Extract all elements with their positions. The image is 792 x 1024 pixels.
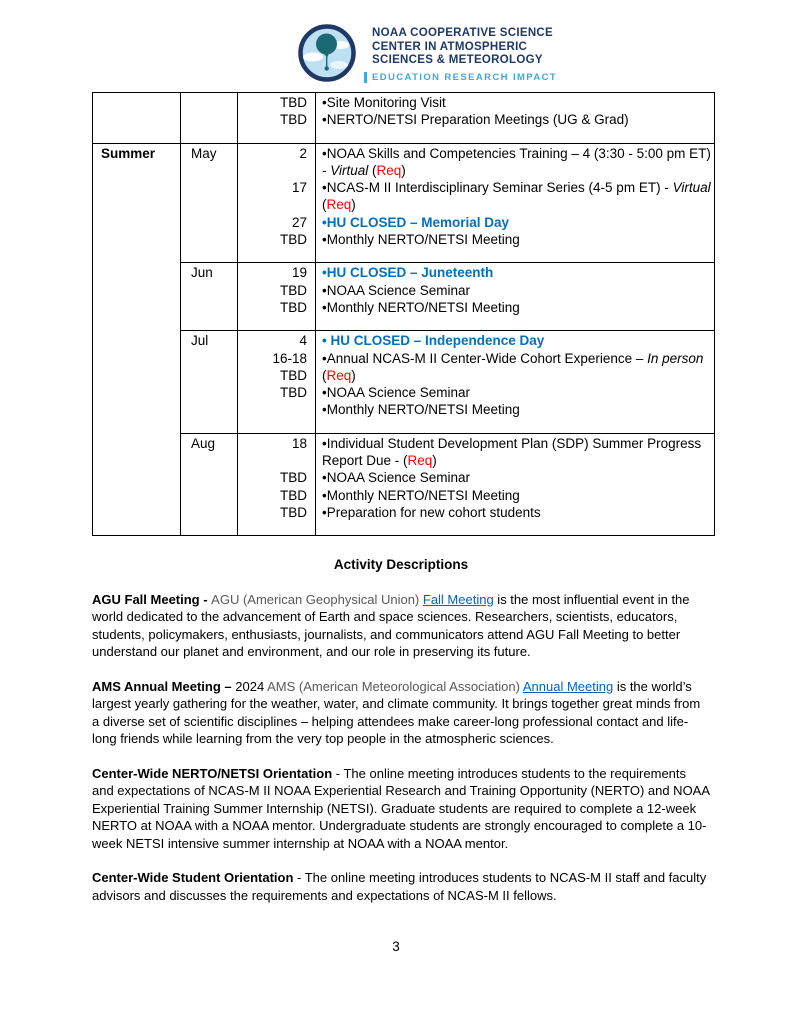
text-segment: •Preparation for new cohort students: [322, 504, 541, 520]
activity-line: [322, 282, 711, 299]
month-cell-jul: Jul: [181, 331, 238, 433]
activity-line: [322, 111, 711, 128]
text-segment: •Monthly NERTO/NETSI Meeting: [322, 232, 520, 248]
text-segment: •HU CLOSED – Memorial Day: [322, 214, 510, 230]
text-segment: •Monthly NERTO/NETSI Meeting: [322, 487, 520, 503]
logo-text: [364, 24, 557, 83]
activity-line: [322, 367, 711, 384]
activity-line: [322, 94, 711, 111]
text-segment: •Annual NCAS-M II Center-Wide Cohort Experience –: [322, 350, 648, 366]
table-row-may: [93, 143, 715, 263]
logo-line-3: SCIENCES & METEOROLOGY: [372, 54, 543, 66]
date-line: 17: [291, 180, 307, 196]
text-segment: Req: [376, 162, 402, 178]
season-cell: [93, 93, 181, 144]
text-segment: •NOAA Science Seminar: [322, 282, 471, 298]
paragraph-ams-annual-meeting: [92, 678, 710, 748]
text-segment: Center-Wide Student Orientation: [92, 870, 294, 885]
table-row-jun: [93, 263, 715, 331]
activity-descriptions-heading: Activity Descriptions: [333, 557, 469, 572]
text-segment: AGU (American Geophysical Union): [211, 591, 423, 607]
dates-cell: [238, 263, 316, 331]
activity-line: [322, 179, 711, 196]
text-segment: •Monthly NERTO/NETSI Meeting: [322, 299, 520, 315]
noaa-logo: [298, 24, 557, 83]
annual-meeting-link[interactable]: Annual Meeting: [522, 678, 614, 694]
text-segment: Virtual: [330, 162, 369, 178]
text-segment: Req: [407, 453, 433, 469]
date-line: 19: [291, 265, 307, 281]
noaa-balloon-logo-icon: [298, 24, 356, 82]
activity-line: [322, 350, 711, 367]
text-segment: - The online meeting introduces students to NCAS-M II staff and faculty advisors and discusses the requirements and expectations of NCAS-M II fellows.: [92, 870, 707, 903]
text-segment: •NERTO/NETSI Preparation Meetings (UG & Grad): [322, 112, 629, 128]
page-number: 3: [392, 939, 400, 954]
activity-line: [322, 196, 711, 213]
table-row-aug: [93, 433, 715, 535]
text-segment: • HU CLOSED – Independence Day: [322, 333, 545, 349]
activity-descriptions-section: [92, 556, 710, 904]
text-segment: - The online meeting introduces students to the requirements and expectations of NCAS-M II NOAA Experiential Research and Training Opportunity (NERTO) and NOAA Experiential Training Summer Internship (NETSI). Graduate students are required to complete a 12-week NERTO at NOAA with a NOAA mentor. Undergraduate students are strongly encouraged to complete a 10-week NETSI intensive summer internship at NOAA with a NOAA mentor.: [92, 765, 710, 851]
text-segment: •NCAS-M II Interdisciplinary Seminar Series (4-5 pm ET) -: [322, 180, 673, 196]
month-cell-jun: Jun: [181, 263, 238, 331]
activities-cell: [316, 263, 715, 331]
date-line: 4: [299, 333, 307, 349]
table-row-continued: [93, 93, 715, 144]
dates-cell: [238, 433, 316, 535]
text-segment: AGU Fall Meeting -: [92, 591, 212, 607]
text-segment: Req: [326, 197, 352, 213]
activity-line: [322, 401, 711, 418]
date-line: 16-18: [272, 350, 307, 366]
logo-line-2: CENTER IN ATMOSPHERIC: [372, 40, 528, 53]
paragraph-student-orientation: [92, 869, 710, 904]
text-segment: •HU CLOSED – Juneteenth: [322, 265, 494, 281]
activity-line: [322, 487, 711, 504]
text-segment: •NOAA Skills and Competencies Training – 4 (3:30 - 5:00 pm ET): [322, 145, 711, 161]
text-segment: •Individual Student Development Plan (SDP) Summer Progress: [322, 435, 702, 451]
text-segment: Req: [326, 367, 352, 383]
text-segment: ): [432, 453, 437, 469]
activity-line: [322, 504, 711, 521]
date-line: [240, 196, 307, 213]
logo-tagline: EDUCATION RESEARCH IMPACT: [364, 72, 557, 83]
table-row-jul: [93, 331, 715, 433]
text-segment: is the world’s largest yearly gathering for the weather, water, and climate community. It brings together great minds from a diverse set of scientific disciplines – helping attendees make career-long professional contact and life-long friends while learning from the very top people in the atmospheric sciences.: [92, 678, 701, 746]
logo-line-1: NOAA COOPERATIVE SCIENCE: [372, 27, 553, 39]
text-segment: 2024: [235, 678, 268, 694]
activity-line: [322, 162, 711, 179]
text-segment: (: [322, 197, 327, 213]
paragraph-agu-fall-meeting: [92, 591, 710, 661]
text-segment: Virtual: [672, 180, 711, 196]
text-segment: (: [368, 162, 377, 178]
activities-cell: [316, 433, 715, 535]
activity-line: [322, 435, 711, 452]
text-segment: ): [401, 162, 406, 178]
text-segment: -: [322, 162, 331, 178]
date-line: [240, 452, 307, 469]
text-segment: •NOAA Science Seminar: [322, 385, 471, 401]
activity-line: [322, 384, 711, 401]
text-segment: ): [351, 197, 356, 213]
text-segment: ): [351, 367, 356, 383]
activity-line: [322, 214, 711, 231]
dates-cell: [238, 93, 316, 144]
activity-line: [322, 231, 711, 248]
activities-cell: [316, 331, 715, 433]
month-cell-may: May: [181, 143, 238, 263]
month-cell: [181, 93, 238, 144]
text-segment: AMS Annual Meeting –: [92, 678, 236, 694]
activity-line: [322, 145, 711, 162]
text-segment: Report Due - (: [322, 453, 408, 469]
date-line: TBD: [280, 504, 307, 520]
date-line: 2: [299, 145, 307, 161]
activity-line: [322, 452, 711, 469]
activities-cell: [316, 93, 715, 144]
activities-cell: [316, 143, 715, 263]
fall-meeting-link[interactable]: Fall Meeting: [422, 591, 494, 607]
paragraph-nerto-netsi-orientation: [92, 765, 710, 853]
date-line: TBD: [280, 95, 307, 110]
text-segment: •NOAA Science Seminar: [322, 470, 471, 486]
text-segment: Center-Wide NERTO/NETSI Orientation: [92, 765, 333, 781]
activity-line: [322, 469, 711, 486]
activity-line: [322, 264, 711, 281]
date-line: TBD: [280, 282, 307, 298]
text-segment: In person: [647, 350, 704, 366]
text-segment: is the most influential event in the world dedicated to the advancement of Earth and space sciences. Researchers, scientists, educators, students, policymakers, enthusiasts, journalists, and communicators attend AGU Fall Meeting to better understand our planet and environment, and our role in preserving its future.: [92, 591, 690, 659]
date-line: 18: [291, 435, 307, 451]
text-segment: •Monthly NERTO/NETSI Meeting: [322, 402, 520, 418]
date-line: TBD: [280, 470, 307, 486]
activity-line: [322, 332, 711, 349]
text-segment: •Site Monitoring Visit: [322, 95, 446, 110]
date-line: TBD: [280, 112, 307, 128]
date-line: TBD: [280, 385, 307, 401]
dates-cell: [238, 331, 316, 433]
month-cell-aug: Aug: [181, 433, 238, 535]
date-line: 27: [291, 214, 307, 230]
date-line: [240, 162, 307, 179]
schedule-table: [92, 92, 715, 536]
dates-cell: [238, 143, 316, 263]
date-line: TBD: [280, 232, 307, 248]
date-line: TBD: [280, 487, 307, 503]
text-segment: AMS (American Meteorological Association): [267, 678, 523, 694]
date-line: TBD: [280, 367, 307, 383]
activity-line: [322, 299, 711, 316]
text-segment: (: [322, 367, 327, 383]
date-line: TBD: [280, 299, 307, 315]
season-cell-summer: Summer: [93, 143, 181, 536]
